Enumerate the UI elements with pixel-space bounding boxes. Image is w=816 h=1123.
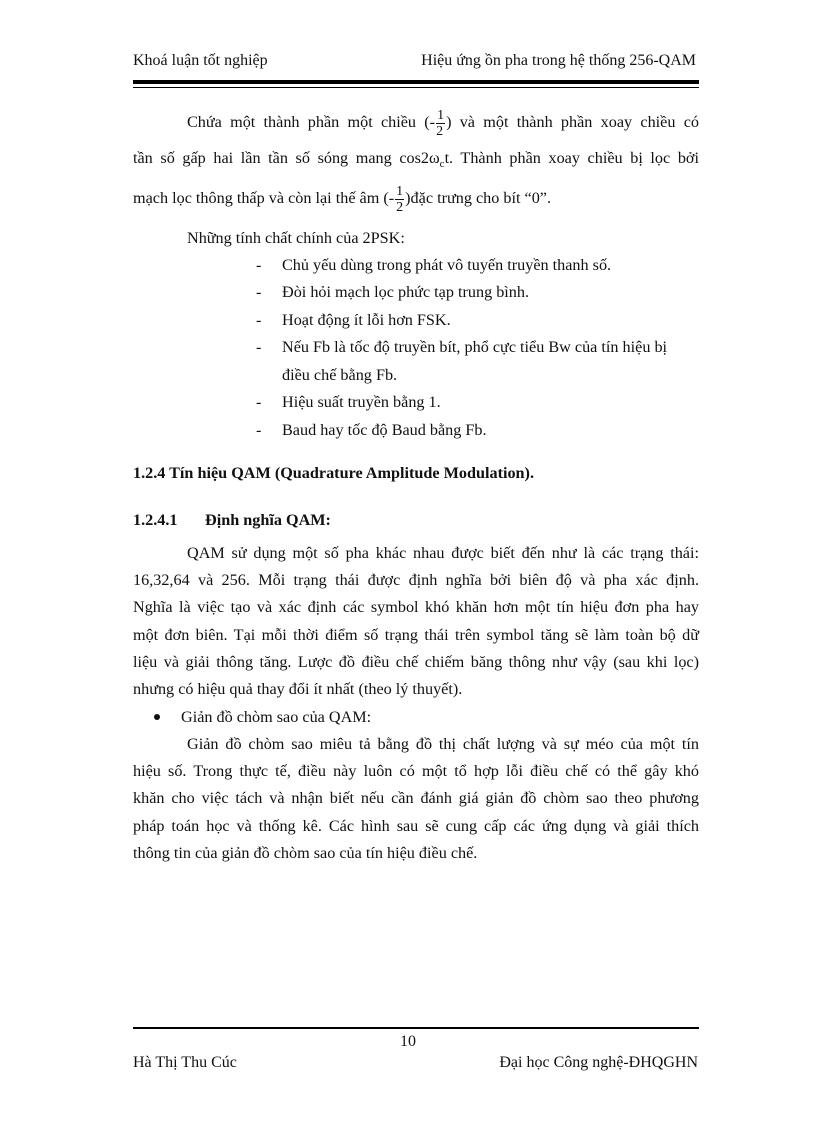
para2-line-5: thông tin của giản đồ chòm sao của tín hiệu điều chế. [133,844,478,862]
dash-6: - [256,421,262,439]
intro-line-2-post: t. Thành phần xoay chiều bị lọc bởi [444,149,699,167]
intro-line-1-post: ) và một thành phần xoay chiều có [446,113,699,132]
para2-line-4: pháp toán học và thống kê. Các hình sau sẽ cung cấp các ứng dụng và giải thích [133,817,699,835]
para1-line-6: nhưng có hiệu quả thay đổi ít nhất (theo lý thuyết). [133,680,463,698]
page-number: 10 [400,1033,416,1050]
header-rule-thin [133,87,699,88]
feature-item-2: Đòi hỏi mạch lọc phức tạp trung bình. [282,283,530,301]
intro-line-1-pre: Chứa một thành phần một chiều (- [187,113,436,132]
intro-line-2-pre: tần số gấp hai lần tần số sóng mang cos2ω [133,149,440,167]
dash-4: - [256,338,262,356]
feature-item-5: Hiệu suất truyền bằng 1. [282,393,441,411]
feature-item-6: Baud hay tốc độ Baud bằng Fb. [282,421,487,439]
intro-line-3-post: )đặc trưng cho bít “0”. [405,189,552,208]
para1-line-4: một đơn biên. Tại mỗi thời điểm số trạng thái trên symbol tăng sẽ làm toàn bộ dữ [133,626,699,644]
fraction-numerator: 1 [437,108,445,123]
feature-item-3: Hoạt động ít lỗi hơn FSK. [282,311,451,329]
section-heading: 1.2.4 Tín hiệu QAM (Quadrature Amplitude Modulation). [133,464,534,482]
bullet-text: Giản đồ chòm sao của QAM: [181,708,372,726]
header-left: Khoá luận tốt nghiệp [133,52,268,69]
para1-line-3: Nghĩa là việc tạo và xác định các symbol khó khăn hơn một tín hiệu đơn pha hay [133,598,699,616]
feature-item-4: Nếu Fb là tốc độ truyền bít, phổ cực tiểu Bw của tín hiệu bị [282,338,668,356]
subsection-title: Định nghĩa QAM: [205,511,331,529]
fraction-denominator-2: 2 [396,200,404,215]
subsection-number: 1.2.4.1 [133,511,178,529]
para2-line-3: khăn cho việc tách và nhận biết nếu cần đánh giá giản đồ chòm sao theo phương [133,789,699,807]
features-intro: Những tính chất chính của 2PSK: [187,229,405,247]
omega-subscript: c [439,158,445,171]
fraction-denominator: 2 [436,124,444,139]
dash-5: - [256,393,262,411]
footer-left: Hà Thị Thu Cúc [133,1054,237,1071]
footer-right: Đại học Công nghệ-ĐHQGHN [499,1054,698,1071]
fraction-numerator-2: 1 [396,184,404,199]
fraction-half-2 [395,184,404,215]
para1-line-1: QAM sử dụng một số pha khác nhau được biết đến như là các trạng thái: [187,544,699,562]
header-rule-thick [133,80,699,84]
fraction-half [436,108,445,139]
para2-line-2: hiệu số. Trong thực tế, điều này luôn có một tổ hợp lỗi điều chế có thể gây khó [133,762,699,780]
intro-line-2 [133,148,699,174]
feature-item-4-cont: điều chế bằng Fb. [282,366,398,384]
intro-line-3-pre: mạch lọc thông thấp và còn lại thế âm (- [133,189,395,208]
intro-line-3 [133,184,699,215]
footer-rule [133,1027,699,1029]
bullet-dot-icon [154,714,160,720]
intro-line-1 [133,108,699,139]
dash-1: - [256,256,262,274]
para1-line-2: 16,32,64 và 256. Mỗi trạng thái được định nghĩa bởi biên độ và pha xác định. [133,571,699,589]
header-right: Hiệu ứng ồn pha trong hệ thống 256-QAM [421,52,696,69]
feature-item-1: Chủ yếu dùng trong phát vô tuyến truyền thanh số. [282,256,612,274]
para1-line-5: liệu và giải thông tăng. Lược đồ điều chế chiếm băng thông như vậy (sau khi lọc) [133,653,699,671]
dash-3: - [256,311,262,329]
dash-2: - [256,283,262,301]
para2-line-1: Giản đồ chòm sao miêu tả bằng đồ thị chất lượng và sự méo của một tín [187,735,699,753]
